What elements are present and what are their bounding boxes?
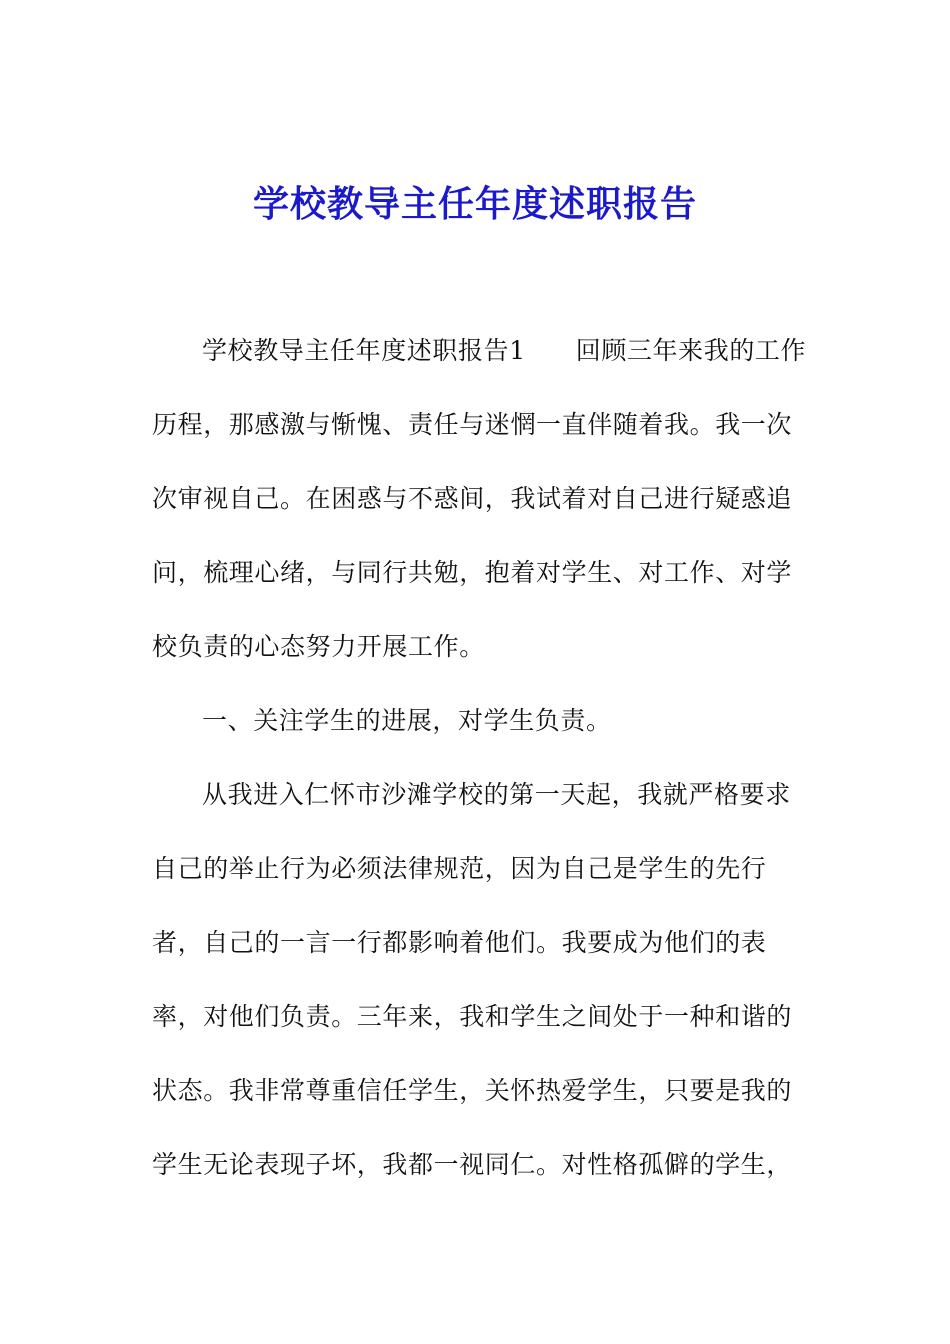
paragraph-line: 校负责的心态努力开展工作。	[152, 632, 485, 661]
paragraph-line: 状态。我非常尊重信任学生，关怀热爱学生，只要是我的	[152, 1076, 793, 1105]
paragraph-line: 自己的举止行为必须法律规范，因为自己是学生的先行	[152, 854, 767, 883]
document-body	[152, 326, 807, 1214]
paragraph-line: 历程，那感激与惭愧、责任与迷惘一直伴随着我。我一次	[152, 410, 793, 439]
paragraph-line: 从我进入仁怀市沙滩学校的第一天起，我就严格要求	[202, 780, 791, 809]
report-heading: 学校教导主任年度述职报告1	[202, 336, 526, 365]
section-heading: 一、关注学生的进展，对学生负责。	[202, 706, 612, 735]
paragraph-line: 率，对他们负责。三年来，我和学生之间处于一种和谐的	[152, 1002, 793, 1031]
document-title: 学校教导主任年度述职报告	[252, 183, 697, 225]
paragraph-line-text: 回顾三年来我的工作	[575, 336, 807, 365]
paragraph-line: 学生无论表现子坏，我都一视同仁。对性格孤僻的学生，	[152, 1150, 793, 1179]
paragraph-line: 问，梳理心绪，与同行共勉，抱着对学生、对工作、对学	[152, 558, 793, 587]
paragraph-line	[152, 326, 807, 400]
paragraph-line: 者，自己的一言一行都影响着他们。我要成为他们的表	[152, 928, 767, 957]
paragraph-line: 次审视自己。在困惑与不惑间，我试着对自己进行疑惑追	[152, 484, 793, 513]
